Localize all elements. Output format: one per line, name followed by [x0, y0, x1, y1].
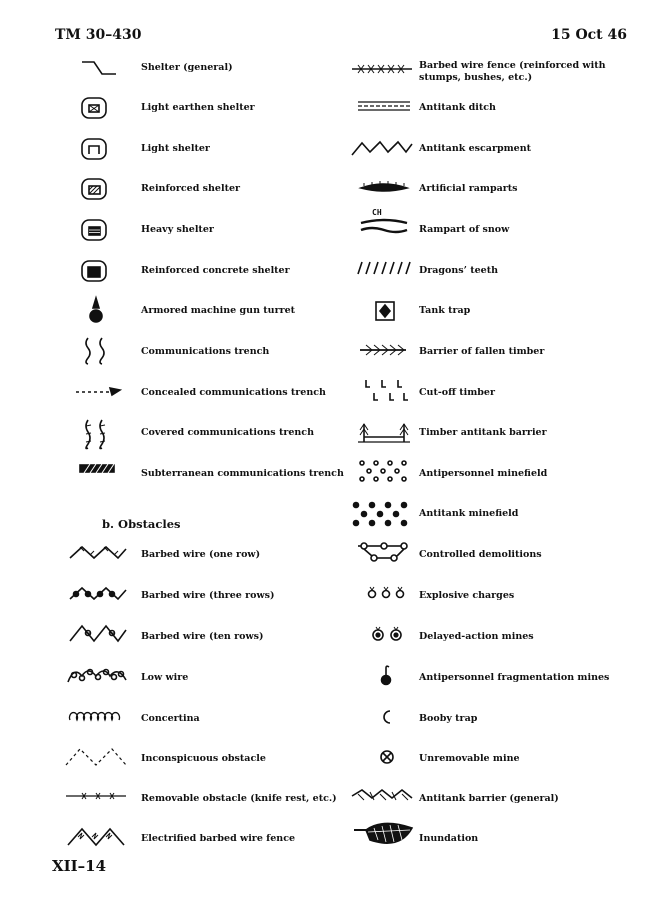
legend-label: Antitank barrier (general) — [419, 793, 559, 804]
legend-label: Electrified barbed wire fence — [141, 833, 296, 844]
legend-label: Light shelter — [141, 143, 210, 154]
legend-label: Inundation — [419, 833, 479, 844]
legend-label: Armored machine gun turret — [141, 305, 296, 316]
legend-label: Concealed communications trench — [141, 387, 326, 398]
legend-label: Antipersonnel minefield — [419, 468, 548, 479]
controlled-demolitions-icon — [356, 540, 414, 564]
legend-label: Artificial ramparts — [419, 183, 518, 194]
legend-label: Antipersonnel fragmentation mines — [419, 672, 610, 683]
legend-label: Antitank escarpment — [419, 143, 531, 154]
covered-trench-icon — [82, 418, 112, 450]
legend-label: Reinforced shelter — [141, 183, 241, 194]
booby-trap-icon — [378, 708, 394, 726]
legend-label: Concertina — [141, 713, 200, 724]
legend-label: Timber antitank barrier — [419, 427, 547, 438]
low-wire-icon — [66, 664, 130, 686]
legend-label: Barbed wire fence (reinforced with stumps, bushes, etc.) — [419, 60, 606, 83]
unremovable-mine-icon — [378, 748, 396, 766]
armored-turret-icon — [86, 297, 106, 327]
page-number: XII–14 — [52, 857, 107, 875]
rampart-of-snow-icon — [358, 218, 410, 234]
inconspicuous-obstacle-icon — [64, 744, 130, 768]
rampart-snow-mark: CH — [372, 208, 382, 217]
timber-antitank-barrier-icon — [356, 420, 412, 444]
fallen-timber-icon — [358, 342, 410, 358]
legend-label: Low wire — [141, 672, 189, 683]
legend-label: Antitank minefield — [419, 508, 519, 519]
legend-label: Rampart of snow — [419, 224, 510, 235]
legend-label: Barbed wire (one row) — [141, 549, 261, 560]
concealed-trench-icon — [74, 380, 124, 400]
legend-label: Cut-off timber — [419, 387, 495, 398]
barbed-wire-one-row-icon — [68, 543, 128, 561]
fragmentation-mines-icon — [378, 664, 394, 688]
antitank-escarpment-icon — [350, 138, 414, 158]
legend-label: Antitank ditch — [419, 102, 496, 113]
legend-label: Heavy shelter — [141, 224, 214, 235]
communications-trench-icon — [82, 336, 112, 366]
legend-label: Controlled demolitions — [419, 549, 542, 560]
dragons-teeth-icon — [354, 260, 412, 276]
legend-label: Shelter (general) — [141, 62, 233, 73]
antitank-ditch-icon — [356, 100, 412, 112]
subterranean-trench-icon — [78, 462, 118, 476]
heavy-shelter-icon — [80, 218, 110, 242]
removable-obstacle-icon — [64, 788, 130, 804]
legend-label: Unremovable mine — [419, 753, 520, 764]
legend-label: Barbed wire (three rows) — [141, 590, 275, 601]
cut-off-timber-icon — [362, 378, 410, 404]
antitank-barrier-icon — [350, 786, 420, 806]
legend-label: Barbed wire (ten rows) — [141, 631, 264, 642]
artificial-ramparts-icon — [358, 180, 410, 194]
legend-label: Light earthen shelter — [141, 102, 255, 113]
light-shelter-icon — [80, 137, 110, 161]
reinforced-fence-icon — [350, 62, 414, 76]
inundation-icon — [352, 820, 416, 852]
legend-label: Reinforced concrete shelter — [141, 265, 290, 276]
legend-label: Barrier of fallen timber — [419, 346, 545, 357]
shelter-general-icon — [80, 58, 120, 78]
legend-label: Dragons’ teeth — [419, 265, 499, 276]
tank-trap-icon — [374, 300, 396, 322]
delayed-action-mines-icon — [370, 624, 404, 644]
reinforced-shelter-icon — [80, 177, 110, 201]
legend-label: Delayed-action mines — [419, 631, 534, 642]
reinforced-concrete-shelter-icon — [80, 259, 110, 283]
concertina-icon — [68, 708, 128, 724]
light-earthen-shelter-icon — [80, 96, 110, 120]
legend-label: Booby trap — [419, 713, 478, 724]
document-date: 15 Oct 46 — [551, 27, 627, 43]
legend-label: Removable obstacle (knife rest, etc.) — [141, 793, 337, 804]
legend-label: Explosive charges — [419, 590, 515, 601]
barbed-wire-ten-rows-icon — [68, 622, 128, 644]
legend-label: Communications trench — [141, 346, 270, 357]
explosive-charges-icon — [366, 584, 406, 602]
obstacles-heading: b. Obstacles — [102, 517, 181, 531]
barbed-wire-three-rows-icon — [68, 584, 128, 602]
legend-label: Inconspicuous obstacle — [141, 753, 266, 764]
antitank-minefield-icon — [350, 500, 412, 528]
legend-label: Covered communications trench — [141, 427, 314, 438]
document-id: TM 30–430 — [55, 27, 142, 43]
legend-label: Subterranean communications trench — [141, 468, 344, 479]
antipersonnel-minefield-icon — [356, 458, 412, 484]
electrified-fence-icon — [66, 823, 128, 849]
legend-label: Tank trap — [419, 305, 471, 316]
